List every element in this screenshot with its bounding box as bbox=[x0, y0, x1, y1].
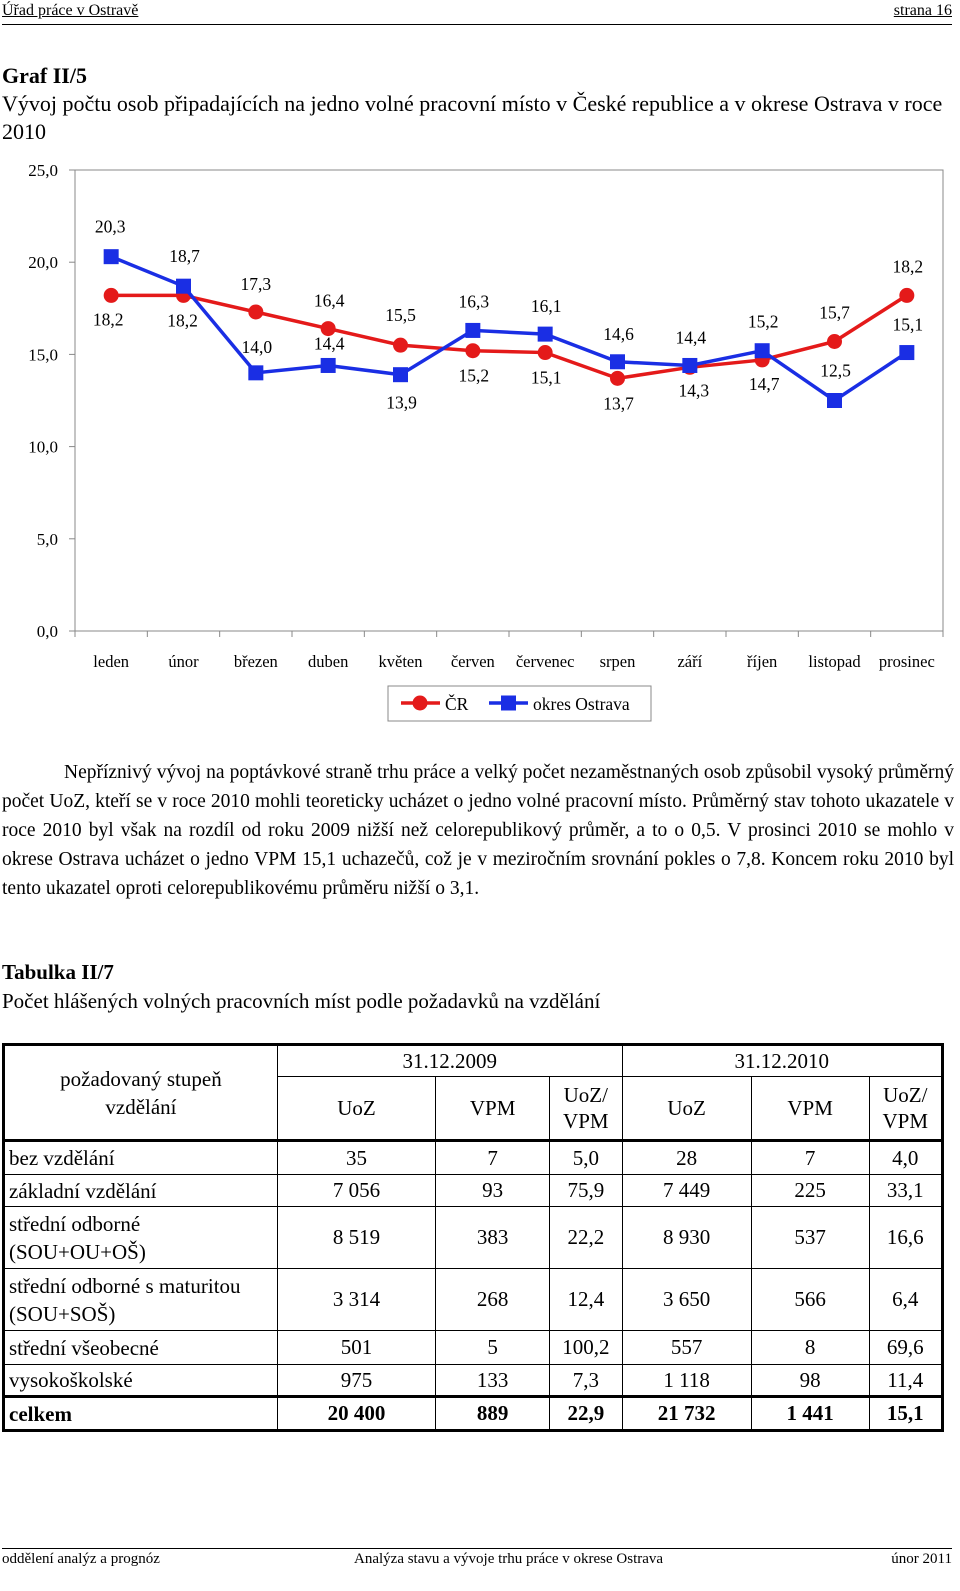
table-cell: 11,4 bbox=[869, 1365, 942, 1397]
table-cell: 21 732 bbox=[622, 1397, 751, 1431]
table-cell: 7,3 bbox=[550, 1365, 622, 1397]
row-label: střední odborné (SOU+OU+OŠ) bbox=[4, 1207, 278, 1269]
x-tick-label: leden bbox=[93, 652, 130, 671]
column-header: VPM bbox=[436, 1077, 550, 1141]
table-cell: 35 bbox=[277, 1141, 435, 1175]
cr-point bbox=[465, 343, 480, 358]
x-tick-label: listopad bbox=[808, 652, 861, 671]
education-table bbox=[2, 1043, 944, 1432]
graph-label: Graf II/5 bbox=[2, 63, 87, 88]
data-label: 16,1 bbox=[530, 296, 562, 317]
table-cell: 5,0 bbox=[550, 1141, 622, 1175]
table-cell: 7 056 bbox=[277, 1175, 435, 1207]
ostrava-point bbox=[176, 279, 191, 294]
table-title: Počet hlášených volných pracovních míst podle požadavků na vzdělání bbox=[2, 989, 601, 1013]
table-cell: 889 bbox=[436, 1397, 550, 1431]
row-label: celkem bbox=[4, 1397, 278, 1431]
table-cell: 383 bbox=[436, 1207, 550, 1269]
table-label: Tabulka II/7 bbox=[2, 960, 114, 984]
line-chart bbox=[0, 150, 960, 730]
x-tick-label: červen bbox=[450, 652, 495, 671]
chart-legend bbox=[388, 686, 651, 721]
table-row bbox=[4, 1269, 943, 1331]
data-label: 14,6 bbox=[603, 323, 634, 344]
table-cell: 100,2 bbox=[550, 1331, 622, 1365]
data-label: 15,7 bbox=[819, 302, 850, 323]
table-cell: 15,1 bbox=[869, 1397, 942, 1431]
table-cell: 1 441 bbox=[751, 1397, 869, 1431]
legend-label-ostrava: okres Ostrava bbox=[533, 694, 630, 714]
data-label: 18,7 bbox=[169, 246, 200, 267]
data-label: 15,1 bbox=[892, 314, 924, 335]
data-label: 18,2 bbox=[892, 256, 924, 277]
table-cell: 98 bbox=[751, 1365, 869, 1397]
ostrava-point bbox=[104, 249, 119, 264]
header-date-2009: 31.12.2009 bbox=[277, 1045, 622, 1077]
table-row bbox=[4, 1141, 943, 1175]
row-label: základní vzdělání bbox=[4, 1175, 278, 1207]
x-tick-label: prosinec bbox=[878, 652, 935, 671]
footer-document-title: Analýza stavu a vývoje trhu práce v okrese Ostrava bbox=[354, 1551, 664, 1567]
cr-point bbox=[899, 288, 914, 303]
ostrava-point bbox=[248, 365, 263, 380]
ostrava-point bbox=[393, 367, 408, 382]
x-tick-label: červenec bbox=[515, 652, 575, 671]
ostrava-point bbox=[465, 323, 480, 338]
table-cell: 225 bbox=[751, 1175, 869, 1207]
table-cell: 268 bbox=[436, 1269, 550, 1331]
table-cell: 22,2 bbox=[550, 1207, 622, 1269]
table-cell: 537 bbox=[751, 1207, 869, 1269]
column-header: UoZ bbox=[622, 1077, 751, 1141]
ostrava-point bbox=[755, 343, 770, 358]
data-label: 14,3 bbox=[678, 380, 710, 401]
table-cell: 133 bbox=[436, 1365, 550, 1397]
table-caption bbox=[2, 958, 952, 1016]
y-tick-label: 0,0 bbox=[36, 622, 58, 641]
column-header: UoZ/ VPM bbox=[869, 1077, 942, 1141]
table-cell: 16,6 bbox=[869, 1207, 942, 1269]
data-label: 15,5 bbox=[385, 305, 416, 326]
ostrava-point bbox=[899, 345, 914, 360]
table-cell: 3 314 bbox=[277, 1269, 435, 1331]
chart-series bbox=[93, 217, 923, 414]
y-tick-label: 20,0 bbox=[28, 253, 58, 273]
data-label: 15,2 bbox=[458, 365, 490, 386]
table-cell: 501 bbox=[277, 1331, 435, 1365]
table-row bbox=[4, 1175, 943, 1207]
table-cell: 3 650 bbox=[622, 1269, 751, 1331]
page-header bbox=[2, 2, 952, 25]
data-label: 14,0 bbox=[241, 336, 273, 357]
table-cell: 5 bbox=[436, 1331, 550, 1365]
table-cell: 1 118 bbox=[622, 1365, 751, 1397]
legend-label-cr: ČR bbox=[445, 694, 469, 714]
data-label: 17,3 bbox=[240, 273, 272, 294]
page-footer bbox=[2, 1548, 952, 1589]
table-cell: 8 930 bbox=[622, 1207, 751, 1269]
table-cell: 8 519 bbox=[277, 1207, 435, 1269]
x-tick-label: duben bbox=[308, 652, 349, 671]
header-date-2010: 31.12.2010 bbox=[622, 1045, 942, 1077]
ostrava-point bbox=[610, 354, 625, 369]
table-cell: 69,6 bbox=[869, 1331, 942, 1365]
ostrava-point bbox=[827, 393, 842, 408]
table-row bbox=[4, 1331, 943, 1365]
table-cell: 7 bbox=[436, 1141, 550, 1175]
table-cell: 7 449 bbox=[622, 1175, 751, 1207]
y-tick-label: 25,0 bbox=[28, 161, 58, 180]
data-label: 18,2 bbox=[92, 309, 124, 330]
table-cell: 20 400 bbox=[277, 1397, 435, 1431]
table-cell: 557 bbox=[622, 1331, 751, 1365]
legend-marker-cr bbox=[413, 696, 428, 711]
table-cell: 975 bbox=[277, 1365, 435, 1397]
table-row bbox=[4, 1207, 943, 1269]
header-corner: požadovaný stupeň vzdělání bbox=[4, 1045, 278, 1141]
x-tick-label: únor bbox=[168, 652, 199, 671]
cr-point bbox=[610, 371, 625, 386]
row-label: bez vzdělání bbox=[4, 1141, 278, 1175]
ostrava-point bbox=[682, 358, 697, 373]
column-header: UoZ/ VPM bbox=[550, 1077, 622, 1141]
column-header: UoZ bbox=[277, 1077, 435, 1141]
table-cell: 28 bbox=[622, 1141, 751, 1175]
graph-caption bbox=[2, 62, 952, 146]
table-cell: 33,1 bbox=[869, 1175, 942, 1207]
cr-point bbox=[827, 334, 842, 349]
table-cell: 6,4 bbox=[869, 1269, 942, 1331]
table-cell: 22,9 bbox=[550, 1397, 622, 1431]
y-tick-label: 10,0 bbox=[28, 437, 58, 457]
data-label: 15,2 bbox=[747, 311, 779, 332]
data-label: 18,2 bbox=[167, 310, 198, 331]
y-tick-label: 15,0 bbox=[28, 345, 58, 365]
table-cell: 7 bbox=[751, 1141, 869, 1175]
series-line-1 bbox=[111, 257, 907, 401]
graph-title: Vývoj počtu osob připadajících na jedno volné pracovní místo v České republice a v okrese Ostrava v roce 2010 bbox=[2, 91, 943, 144]
row-label: vysokoškolské bbox=[4, 1365, 278, 1397]
data-label: 16,4 bbox=[313, 290, 345, 311]
data-label: 20,3 bbox=[94, 216, 126, 237]
table-row bbox=[4, 1365, 943, 1397]
data-label: 13,9 bbox=[386, 392, 417, 413]
table-total-row bbox=[4, 1397, 943, 1431]
header-office: Úřad práce v Ostravě bbox=[2, 2, 139, 19]
x-tick-label: říjen bbox=[747, 652, 778, 671]
cr-point bbox=[248, 304, 263, 319]
table-cell: 93 bbox=[436, 1175, 550, 1207]
cr-point bbox=[104, 288, 119, 303]
data-label: 16,3 bbox=[458, 291, 490, 312]
cr-point bbox=[393, 338, 408, 353]
data-label: 12,5 bbox=[820, 360, 851, 381]
series-line-0 bbox=[111, 295, 907, 378]
data-label: 14,4 bbox=[675, 327, 707, 348]
data-label: 15,1 bbox=[530, 367, 562, 388]
legend-marker-ostrava bbox=[501, 696, 516, 711]
x-tick-label: březen bbox=[233, 652, 278, 671]
x-tick-label: září bbox=[677, 652, 703, 671]
column-header: VPM bbox=[751, 1077, 869, 1141]
header-page-number: strana 16 bbox=[893, 2, 952, 19]
footer-department: oddělení analýz a prognóz bbox=[2, 1551, 160, 1567]
table-cell: 4,0 bbox=[869, 1141, 942, 1175]
row-label: střední odborné s maturitou (SOU+SOŠ) bbox=[4, 1269, 278, 1331]
table-body bbox=[4, 1141, 943, 1431]
table-cell: 566 bbox=[751, 1269, 869, 1331]
footer-date: únor 2011 bbox=[891, 1551, 952, 1567]
chart-axes bbox=[28, 161, 943, 671]
y-tick-label: 5,0 bbox=[36, 529, 58, 549]
table-cell: 8 bbox=[751, 1331, 869, 1365]
analysis-paragraph: Nepříznivý vývoj na poptávkové straně trhu práce a velký počet nezaměstnaných osob způsobil vysoký průměrný počet UoZ, kteří se v roce 2010 mohli teoreticky ucházet o jedno volné pracovní místo. Průměrný stav tohoto ukazatele v roce 2010 byl však na rozdíl od roku 2009 nižší než celorepublikový průměr, a to o 0,5. V prosinci 2010 se mohlo v okrese Ostrava ucházet o jedno VPM 15,1 uchazečů, což je v meziročním srovnání pokles o 7,8. Koncem roku 2010 byl tento ukazatel oproti celorepublikovému průměru nižší o 3,1. bbox=[2, 762, 954, 899]
cr-point bbox=[538, 345, 553, 360]
table-cell: 75,9 bbox=[550, 1175, 622, 1207]
ostrava-point bbox=[538, 327, 553, 342]
data-label: 13,7 bbox=[603, 393, 634, 414]
x-tick-label: srpen bbox=[599, 652, 636, 671]
data-label: 14,7 bbox=[748, 373, 780, 394]
data-label: 14,4 bbox=[313, 333, 345, 354]
x-tick-label: květen bbox=[378, 652, 423, 671]
row-label: střední všeobecné bbox=[4, 1331, 278, 1365]
plot-area bbox=[75, 170, 943, 631]
table-cell: 12,4 bbox=[550, 1269, 622, 1331]
ostrava-point bbox=[321, 358, 336, 373]
table-header-row bbox=[4, 1045, 943, 1077]
